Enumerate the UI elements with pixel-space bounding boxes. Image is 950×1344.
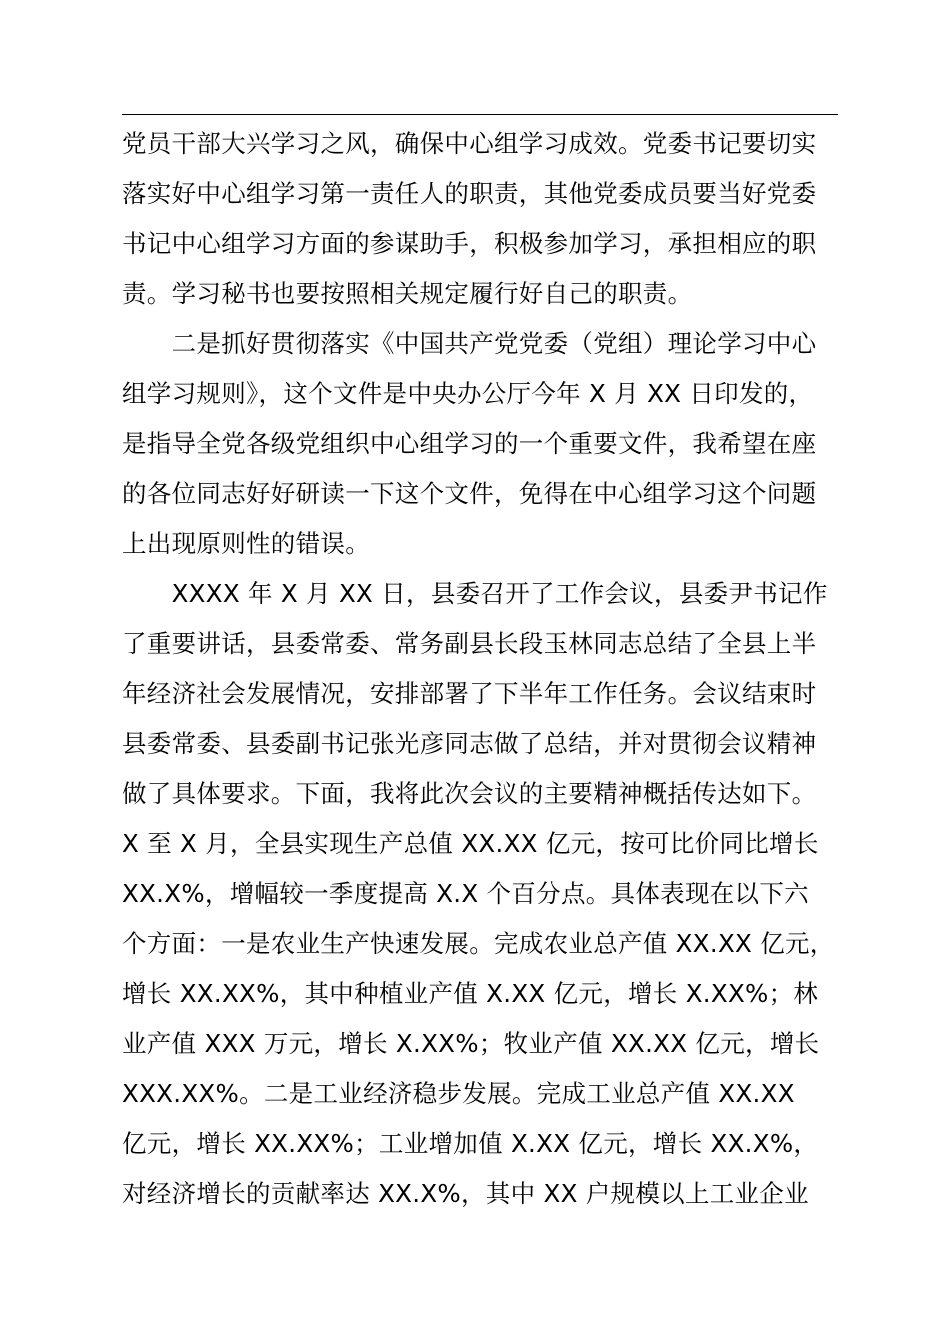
text-line: XXX.XX%。二是工业经济稳步发展。完成工业总产值 XX.XX (122, 1079, 795, 1108)
text-line: 上出现原则性的错误。 (122, 529, 370, 558)
text-line: 业产值 XXX 万元，增长 X.XX%；牧业产值 XX.XX 亿元，增长 (122, 1029, 820, 1058)
text-line: 县委常委、县委副书记张光彦同志做了总结，并对贯彻会议精神 (122, 729, 817, 758)
text-line: 做了具体要求。下面，我将此次会议的主要精神概括传达如下。 (122, 779, 817, 808)
text-line: 年经济社会发展情况，安排部署了下半年工作任务。会议结束时 (122, 679, 817, 708)
text-line: XX.X%，增幅较一季度提高 X.X 个百分点。具体表现在以下六 (122, 879, 809, 908)
text-line: 对经济增长的贡献率达 XX.X%，其中 XX 户规模以上工业企业 (122, 1179, 809, 1208)
text-line: 亿元，增长 XX.XX%；工业增加值 X.XX 亿元，增长 XX.X%， (122, 1129, 819, 1158)
text-line: 增长 XX.XX%，其中种植业产值 X.XX 亿元，增长 X.XX%；林 (122, 979, 819, 1008)
text-line: 了重要讲话，县委常委、常务副县长段玉林同志总结了全县上半 (122, 629, 817, 658)
text-line: X 至 X 月，全县实现生产总值 XX.XX 亿元，按可比价同比增长 (122, 829, 819, 858)
text-line: 组学习规则》，这个文件是中央办公厅今年 X 月 XX 日印发的， (122, 379, 814, 408)
text-line: 党员干部大兴学习之风，确保中心组学习成效。党委书记要切实 (122, 129, 817, 158)
text-line: 的各位同志好好研读一下这个文件，免得在中心组学习这个问题 (122, 479, 817, 508)
text-line: 落实好中心组学习第一责任人的职责，其他党委成员要当好党委 (122, 179, 817, 208)
text-line: 是指导全党各级党组织中心组学习的一个重要文件，我希望在座 (122, 429, 817, 458)
text-line: 二是抓好贯彻落实《中国共产党党委（党组）理论学习中心 (122, 329, 817, 358)
text-line: 书记中心组学习方面的参谋助手，积极参加学习，承担相应的职 (122, 229, 817, 258)
header-rule (122, 114, 838, 115)
text-line: 个方面：一是农业生产快速发展。完成农业总产值 XX.XX 亿元， (122, 929, 835, 958)
text-line: 责。学习秘书也要按照相关规定履行好自己的职责。 (122, 279, 693, 308)
text-line: XXXX 年 X 月 XX 日，县委召开了工作会议，县委尹书记作 (122, 579, 828, 608)
